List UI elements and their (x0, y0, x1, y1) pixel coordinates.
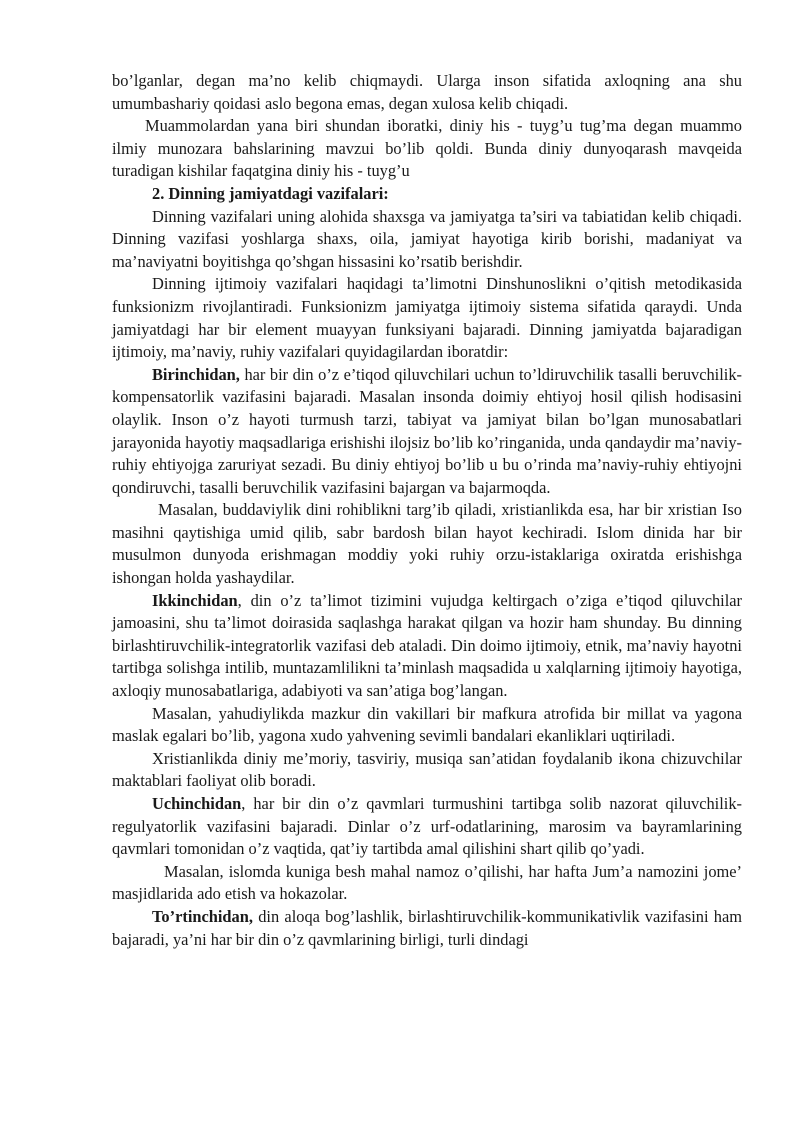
paragraph-example-judaism: Masalan, yahudiylikda mazkur din vakillari bir mafkura atrofida bir millat va yagona maslak egalari bo’lib, yagona xudo yahvening sevimli bandalari ekanliklari uqtiriladi. (112, 703, 742, 746)
paragraph-functions-intro: Dinning vazifalari uning alohida shaxsga va jamiyatga ta’siri va tabiatidan kelib chiqadi. Dinning vazifasi yoshlarga shaxs, oila, jamiyat hayotiga kirib borishi, madaniyat va ma’naviyatni boyitishga qo’shgan hissasini ko’rsatib berishdir. (112, 206, 742, 271)
paragraph-example-islam: Masalan, islomda kuniga besh mahal namoz o’qilishi, har hafta Jum’a namozini jome’ masjidlarida ado etish va hokazolar. (112, 861, 742, 904)
section-heading: 2. Dinning jamiyatdagi vazifalari: (152, 183, 389, 203)
paragraph-example-buddhism: Masalan, buddaviylik dini rohiblikni targ’ib qiladi, xristianlikda esa, har bir xristian Iso masihni qaytishiga umid qilib, sabr bardosh bilan hayot kechiradi. Islom dinida har bir musulmon dunyoda erishmagan moddiy yoki ruhiy orzu-istaklariga oxiratda erishishga ishongan holda yashaydilar. (112, 500, 742, 588)
lead-first: Birinchidan, (152, 364, 240, 384)
paragraph-continuation: bo’lganlar, degan ma’no kelib chiqmaydi. Ularga inson sifatida axloqning ana shu umumbashariy qoidasi aslo begona emas, degan xulosa kelib chiqadi. (112, 71, 742, 113)
lead-third: Uchinchidan (152, 794, 242, 813)
paragraph-functionalism: Dinning ijtimoiy vazifalari haqidagi ta’limotni Dinshunoslikni o’qitish metodikasida funksionizm rivojlantiradi. Funksionizm jamiyatga ijtimoiy sistema sifatida qaraydi. Unda jamiyatdagi har bir element muayyan funksiyani bajaradi. Dinning jamiyatda bajaradigan ijtimoiy, ma’naviy, ruhiy vazifalari quyidagilardan iboratdir: (112, 274, 742, 362)
paragraph-example-christianity: Xristianlikda diniy me’moriy, tasviriy, musiqa san’atidan foydalanib ikona chizuvchilar maktablari faoliyat olib boradi. (112, 748, 742, 791)
lead-second: Ikkinchidan (152, 590, 238, 610)
lead-fourth: To’rtinchidan, (152, 906, 253, 926)
document-page (112, 70, 742, 951)
paragraph-second-function: Ikkinchidan, din o’z ta’limot tizimini vujudga keltirgach o’ziga e’tiqod qiluvchilar jamoasini, shu ta’limot doirasida saqlashga harakat qilgan va hozir ham shunday. Bu dinning birlashtiruvchilik-integratorlik vazifasi deb ataladi. Din doimo ijtimoiy, etnik, ma’naviy hayotni tartibga solishga intilib, muntazamlilikni ta’minlash maqsadida u xalqlarning ijtimoiy hayotiga, axloqiy munosabatlariga, adabiyoti va san’atiga bog’langan. (112, 590, 742, 701)
paragraph-problems: Muammolardan yana biri shundan iboratki, diniy his - tuyg’u tug’ma degan muammo ilmiy munozara bahslarining mavzui bo’lib qoldi. Bunda diniy dunyoqarash mavqeida turadigan kishilar faqatgina diniy his - tuyg’u (112, 116, 742, 181)
paragraph-fourth-function: To’rtinchidan, din aloqa bog’lashlik, birlashtiruvchilik-kommunikativlik vazifasini ham bajaradi, ya’ni har bir din o’z qavmlarining birligi, turli dindagi (112, 906, 742, 949)
paragraph-first-function: Birinchidan, har bir din o’z e’tiqod qiluvchilari uchun to’ldiruvchilik tasalli beruvchilik-kompensatorlik vazifasini bajaradi. Masalan insonda doimiy ehtiyoj hosil qilish hodisasini olaylik. Inson o’z hayoti turmush tarzi, tabiyat va jamiyat bilan bo’lgan munosabatlari jarayonida hayotiy maqsadlariga erishishi ilojsiz bo’lib ko’ringanida, unda qandaydir ma’naviy-ruhiy ehtiyojga zaruriyat sezadi. Bu diniy ehtiyoj bo’lib u bu o’rinda ma’naviy-ruhiy ehtiyojni qondiruvchi, tasalli beruvchilik vazifasini bajargan va bajarmoqda. (112, 364, 742, 497)
paragraph-third-function: Uchinchidan, har bir din o’z qavmlari turmushini tartibga solib nazorat qiluvchilik-regulyatorlik vazifasini bajaradi. Dinlar o’z urf-odatlarining, marosim va bayramlarining qavmlari tomonidan o’z vaqtida, qat’iy tartibda amal qilishini shart qilib qo’yadi. (112, 794, 742, 859)
